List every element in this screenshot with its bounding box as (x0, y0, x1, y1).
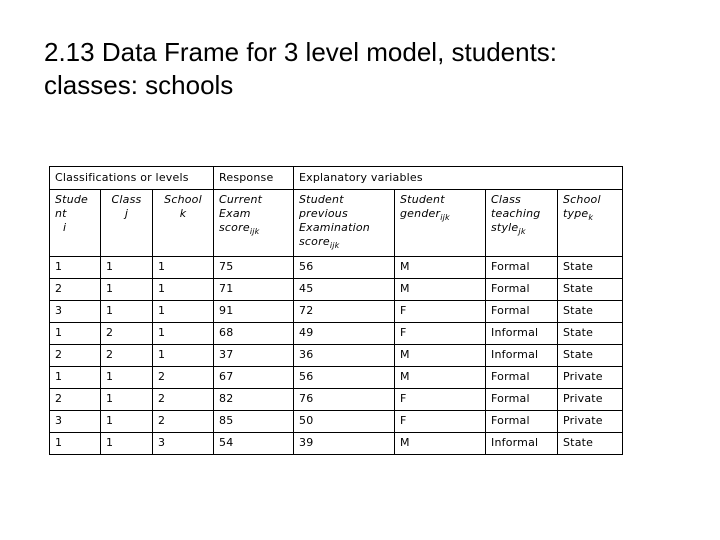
cell-student: 2 (50, 389, 101, 411)
cell-previous: 45 (294, 279, 395, 301)
table-row (50, 279, 623, 301)
cell-score: 91 (214, 301, 294, 323)
table-row (50, 301, 623, 323)
table-row (50, 389, 623, 411)
header-teaching-line-1: Class (491, 193, 521, 206)
cell-gender: M (395, 367, 486, 389)
table-row (50, 323, 623, 345)
slide-title-line-2: classes: schools (44, 70, 234, 100)
cell-school: 1 (153, 279, 214, 301)
header-school (153, 190, 214, 257)
table-group-row (50, 167, 623, 190)
cell-class: 1 (101, 433, 153, 455)
cell-class: 2 (101, 345, 153, 367)
header-student-line-3: i (63, 221, 67, 234)
cell-teaching: Formal (486, 301, 558, 323)
table-row (50, 433, 623, 455)
cell-previous: 76 (294, 389, 395, 411)
cell-school: 2 (153, 389, 214, 411)
cell-class: 1 (101, 367, 153, 389)
cell-type: State (558, 345, 623, 367)
cell-gender: M (395, 433, 486, 455)
header-score-line-1: Current (219, 193, 263, 206)
header-student-line-2: nt (55, 207, 67, 220)
cell-teaching: Formal (486, 279, 558, 301)
header-class-line-2: j (124, 207, 129, 220)
cell-student: 1 (50, 367, 101, 389)
cell-student: 3 (50, 411, 101, 433)
cell-gender: F (395, 301, 486, 323)
cell-gender: F (395, 389, 486, 411)
cell-student: 2 (50, 279, 101, 301)
header-score-line-3 (219, 221, 288, 239)
cell-type: Private (558, 367, 623, 389)
cell-previous: 56 (294, 257, 395, 279)
header-type-line-2 (563, 207, 617, 225)
cell-previous: 50 (294, 411, 395, 433)
cell-student: 2 (50, 345, 101, 367)
table-row (50, 345, 623, 367)
cell-teaching: Informal (486, 433, 558, 455)
cell-score: 37 (214, 345, 294, 367)
cell-score: 85 (214, 411, 294, 433)
header-previous-subscript: ijk (329, 241, 340, 250)
table-row (50, 367, 623, 389)
header-student-line-1: Stude (55, 193, 89, 206)
cell-teaching: Informal (486, 323, 558, 345)
table-header-row (50, 190, 623, 257)
cell-student: 1 (50, 433, 101, 455)
header-class-line-1: Class (111, 193, 142, 206)
cell-gender: F (395, 411, 486, 433)
header-school-line-1: School (164, 193, 202, 206)
cell-gender: M (395, 257, 486, 279)
cell-teaching: Formal (486, 411, 558, 433)
cell-gender: M (395, 279, 486, 301)
cell-type: Private (558, 389, 623, 411)
header-previous-line-4 (299, 235, 389, 253)
cell-student: 1 (50, 323, 101, 345)
header-previous-line-2: previous (299, 207, 348, 220)
header-previous-score (294, 190, 395, 257)
cell-score: 82 (214, 389, 294, 411)
header-school-line-2: k (179, 207, 187, 220)
cell-teaching: Informal (486, 345, 558, 367)
header-previous-line-3: Examination (299, 221, 370, 234)
header-class (101, 190, 153, 257)
cell-score: 54 (214, 433, 294, 455)
cell-class: 2 (101, 323, 153, 345)
table-row (50, 411, 623, 433)
cell-type: State (558, 279, 623, 301)
header-teaching-word: style (491, 221, 519, 234)
group-response: Response (214, 167, 294, 190)
header-score-line-2: Exam (219, 207, 251, 220)
cell-class: 1 (101, 257, 153, 279)
cell-previous: 49 (294, 323, 395, 345)
data-frame-table (49, 166, 623, 455)
header-type-word: type (563, 207, 589, 220)
cell-teaching: Formal (486, 389, 558, 411)
header-previous-word: score (299, 235, 330, 248)
cell-student: 1 (50, 257, 101, 279)
cell-class: 1 (101, 301, 153, 323)
cell-school: 1 (153, 345, 214, 367)
cell-teaching: Formal (486, 257, 558, 279)
cell-type: State (558, 433, 623, 455)
header-school-type (558, 190, 623, 257)
cell-score: 71 (214, 279, 294, 301)
header-gender-line-2 (400, 207, 480, 225)
cell-student: 3 (50, 301, 101, 323)
cell-score: 75 (214, 257, 294, 279)
cell-type: Private (558, 411, 623, 433)
cell-previous: 36 (294, 345, 395, 367)
cell-previous: 72 (294, 301, 395, 323)
header-type-line-1: School (563, 193, 601, 206)
cell-school: 2 (153, 367, 214, 389)
cell-type: State (558, 323, 623, 345)
cell-gender: M (395, 345, 486, 367)
header-gender-word: gender (400, 207, 441, 220)
cell-school: 2 (153, 411, 214, 433)
group-explanatory: Explanatory variables (294, 167, 623, 190)
cell-school: 1 (153, 323, 214, 345)
header-gender (395, 190, 486, 257)
group-classifications: Classifications or levels (50, 167, 214, 190)
cell-class: 1 (101, 279, 153, 301)
cell-class: 1 (101, 389, 153, 411)
cell-school: 1 (153, 301, 214, 323)
cell-previous: 56 (294, 367, 395, 389)
header-score-word: score (219, 221, 250, 234)
header-score-subscript: ijk (249, 227, 260, 236)
cell-school: 3 (153, 433, 214, 455)
cell-school: 1 (153, 257, 214, 279)
cell-class: 1 (101, 411, 153, 433)
table-row (50, 257, 623, 279)
cell-score: 67 (214, 367, 294, 389)
slide-title-line-1: 2.13 Data Frame for 3 level model, students: (44, 37, 558, 67)
header-gender-subscript: ijk (440, 213, 450, 222)
cell-score: 68 (214, 323, 294, 345)
cell-type: State (558, 301, 623, 323)
header-teaching-style (486, 190, 558, 257)
header-teaching-line-2: teaching (491, 207, 541, 220)
header-previous-line-1: Student (299, 193, 344, 206)
header-current-score (214, 190, 294, 257)
cell-teaching: Formal (486, 367, 558, 389)
cell-type: State (558, 257, 623, 279)
header-student (50, 190, 101, 257)
header-teaching-line-3 (491, 221, 552, 239)
header-teaching-subscript: jk (518, 227, 526, 236)
cell-previous: 39 (294, 433, 395, 455)
slide-title (44, 36, 684, 102)
header-type-subscript: k (588, 213, 594, 222)
header-gender-line-1: Student (400, 193, 445, 206)
cell-gender: F (395, 323, 486, 345)
